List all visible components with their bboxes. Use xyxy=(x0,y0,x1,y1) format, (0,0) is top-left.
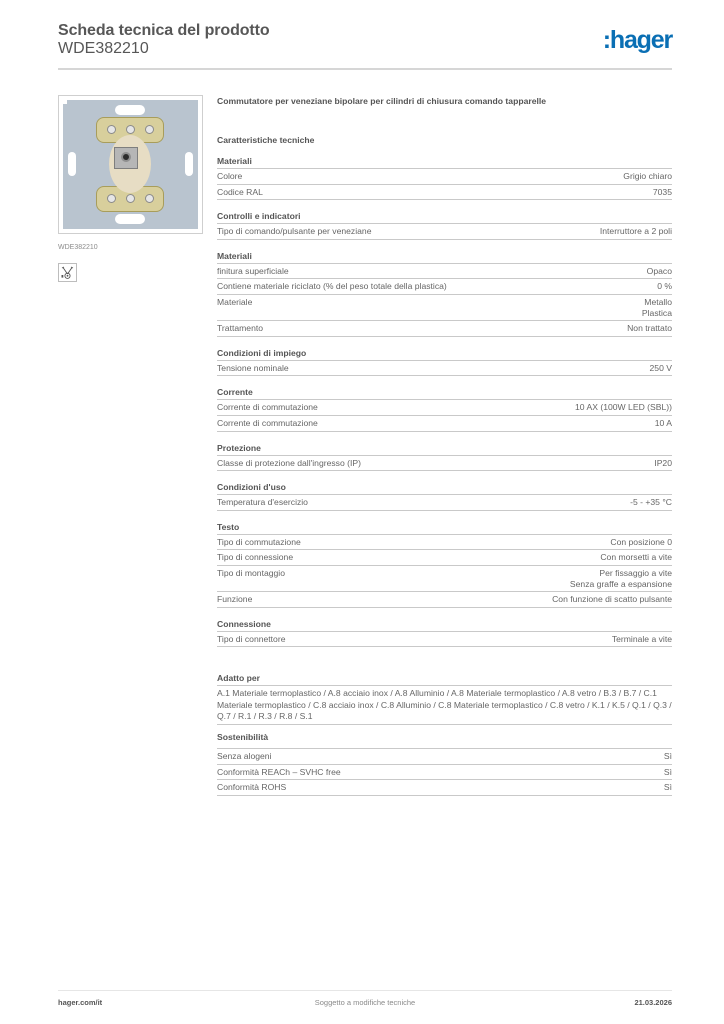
spec-value: 10 AX (100W LED (SBL)) xyxy=(575,402,672,413)
switch-mechanism xyxy=(96,117,164,212)
mounting-plate xyxy=(63,100,198,229)
spec-value: 0 % xyxy=(657,281,672,292)
spec-row xyxy=(217,749,672,765)
spec-value-multiline xyxy=(570,568,672,589)
screw-icon xyxy=(145,194,154,203)
spec-row xyxy=(217,400,672,416)
spec-value: Sì xyxy=(663,751,672,762)
spec-row xyxy=(217,185,672,201)
spec-label: Conformità REACh – SVHC free xyxy=(217,766,341,777)
spec-row xyxy=(217,321,672,337)
spec-group-corrente xyxy=(217,387,672,431)
spec-row xyxy=(217,279,672,295)
spec-row xyxy=(217,361,672,377)
spec-value: 250 V xyxy=(649,362,672,373)
spec-label: Senza alogeni xyxy=(217,751,272,762)
spec-row xyxy=(217,264,672,280)
spec-row xyxy=(217,295,672,321)
group-title: Condizioni d'uso xyxy=(217,482,672,495)
group-title: Condizioni di impiego xyxy=(217,348,672,361)
spec-label: Codice RAL xyxy=(217,186,263,197)
spec-value: 10 A xyxy=(654,417,672,428)
spec-value: Senza graffe a espansione xyxy=(569,578,672,589)
spec-group-protezione xyxy=(217,443,672,472)
spec-label: Colore xyxy=(217,171,243,181)
spec-row xyxy=(217,416,672,432)
spec-group-testo xyxy=(217,522,672,608)
image-caption: WDE382210 xyxy=(58,244,98,251)
spec-label: Funzione xyxy=(217,594,253,605)
spec-value: Non trattato xyxy=(627,323,672,334)
product-media-column xyxy=(58,95,206,282)
suitable-for-list: A.1 Materiale termoplastico / A.8 acciaio inox / A.8 Alluminio / A.8 Materiale termoplastico / A.8 vetro / B.3 / B.7 / C.1 Materiale termoplastico / C.8 acciaio inox / C.8 Alluminio / C.8 Materiale termoplastico / C.8 vetro / K.1 / K.5 / Q.1 / Q.3 / Q.7 / R.1 / R.3 / R.8 / S.1 xyxy=(217,686,672,725)
spec-label: Tipo di connettore xyxy=(217,633,286,644)
spec-group-connessione xyxy=(217,619,672,648)
spec-label: Classe di protezione dall'ingresso (IP) xyxy=(217,457,361,468)
spec-label: Tipo di montaggio xyxy=(217,567,285,578)
sustainability-section xyxy=(217,732,672,796)
plate-slot xyxy=(115,105,145,115)
spec-label: Tipo di comando/pulsante per veneziane xyxy=(217,226,372,237)
spec-value: 7035 xyxy=(652,186,672,197)
spec-row xyxy=(217,535,672,551)
spec-label: Temperatura d'esercizio xyxy=(217,497,308,508)
hager-logo: :hager xyxy=(602,26,672,54)
spec-value: Con funzione di scatto pulsante xyxy=(552,594,672,605)
group-title: Materiali xyxy=(217,251,672,264)
key-switch-symbol-icon xyxy=(60,265,75,280)
spec-value: -5 - +35 °C xyxy=(630,497,672,508)
header-divider xyxy=(58,68,672,70)
spec-row xyxy=(217,765,672,781)
spec-group-controlli xyxy=(217,211,672,240)
key-switch-symbol-icon xyxy=(58,263,77,282)
page-footer xyxy=(58,998,672,1010)
spec-label: Corrente di commutazione xyxy=(217,417,318,428)
spec-content xyxy=(217,96,672,796)
spec-label: Tipo di commutazione xyxy=(217,536,301,547)
spec-value: Sì xyxy=(663,782,672,793)
spec-value: Metallo xyxy=(644,296,672,307)
group-title: Adatto per xyxy=(217,673,672,686)
group-title: Controlli e indicatori xyxy=(217,211,672,224)
spec-row xyxy=(217,550,672,566)
product-code: WDE382210 xyxy=(58,40,149,57)
spec-value: Sì xyxy=(663,766,672,777)
spec-group-materiali xyxy=(217,156,672,200)
plate-notch xyxy=(63,100,67,104)
spec-group-condizioni-impiego xyxy=(217,348,672,377)
spec-value: Terminale a vite xyxy=(611,633,672,644)
spec-value: Grigio chiaro xyxy=(623,171,672,181)
spec-label: Corrente di commutazione xyxy=(217,402,318,413)
plate-slot xyxy=(185,152,193,176)
group-title: Materiali xyxy=(217,156,672,169)
spec-label: Materiale xyxy=(217,296,253,307)
spec-row xyxy=(217,224,672,240)
screw-icon xyxy=(126,194,135,203)
product-description: Commutatore per veneziane bipolare per cilindri di chiusura comando tapparelle xyxy=(217,96,547,106)
spec-value: Plastica xyxy=(641,307,672,318)
plate-slot xyxy=(115,214,145,224)
spec-group-materiali-2 xyxy=(217,251,672,337)
spec-value: Per fissaggio a vite xyxy=(599,567,672,578)
spec-label: Trattamento xyxy=(217,323,264,334)
spec-row xyxy=(217,632,672,648)
spec-value: Opaco xyxy=(646,265,672,276)
group-title: Connessione xyxy=(217,619,672,632)
footer-divider xyxy=(58,990,672,991)
footer-date: 21.03.2026 xyxy=(634,998,672,1007)
spec-row xyxy=(217,456,672,472)
footer-website-link[interactable]: hager.com/it xyxy=(58,998,103,1007)
footer-notice: Soggetto a modifiche tecniche xyxy=(314,998,416,1007)
spec-row xyxy=(217,495,672,511)
screw-icon xyxy=(107,194,116,203)
spec-label: Conformità ROHS xyxy=(217,782,287,793)
spec-group-condizioni-uso xyxy=(217,482,672,511)
spec-label: Tipo di connessione xyxy=(217,552,294,563)
spec-value: Con morsetti a vite xyxy=(600,552,672,563)
spec-row xyxy=(217,566,672,592)
spec-row xyxy=(217,169,672,185)
screw-icon xyxy=(145,125,154,134)
screw-icon xyxy=(107,125,116,134)
suitable-for-section xyxy=(217,673,672,725)
spec-label: Tensione nominale xyxy=(217,362,289,373)
product-image xyxy=(58,95,203,234)
screw-icon xyxy=(126,125,135,134)
spec-value-multiline xyxy=(642,297,672,318)
group-title: Sostenibilità xyxy=(217,732,672,749)
document-title: Scheda tecnica del prodotto xyxy=(58,22,270,39)
group-title: Testo xyxy=(217,522,672,535)
spec-value: Con posizione 0 xyxy=(610,536,672,547)
spec-value: Interruttore a 2 poli xyxy=(599,226,672,237)
page-header xyxy=(58,20,672,70)
group-title: Protezione xyxy=(217,443,672,456)
group-title: Corrente xyxy=(217,387,672,400)
spec-value: IP20 xyxy=(654,457,672,468)
spec-row xyxy=(217,780,672,796)
spec-section-title: Caratteristiche tecniche xyxy=(217,135,315,145)
spec-label: finitura superficiale xyxy=(217,265,289,276)
plate-slot xyxy=(68,152,76,176)
key-hole xyxy=(121,152,131,162)
spec-row xyxy=(217,592,672,608)
spec-label: Contiene materiale riciclato (% del peso totale della plastica) xyxy=(217,281,447,292)
